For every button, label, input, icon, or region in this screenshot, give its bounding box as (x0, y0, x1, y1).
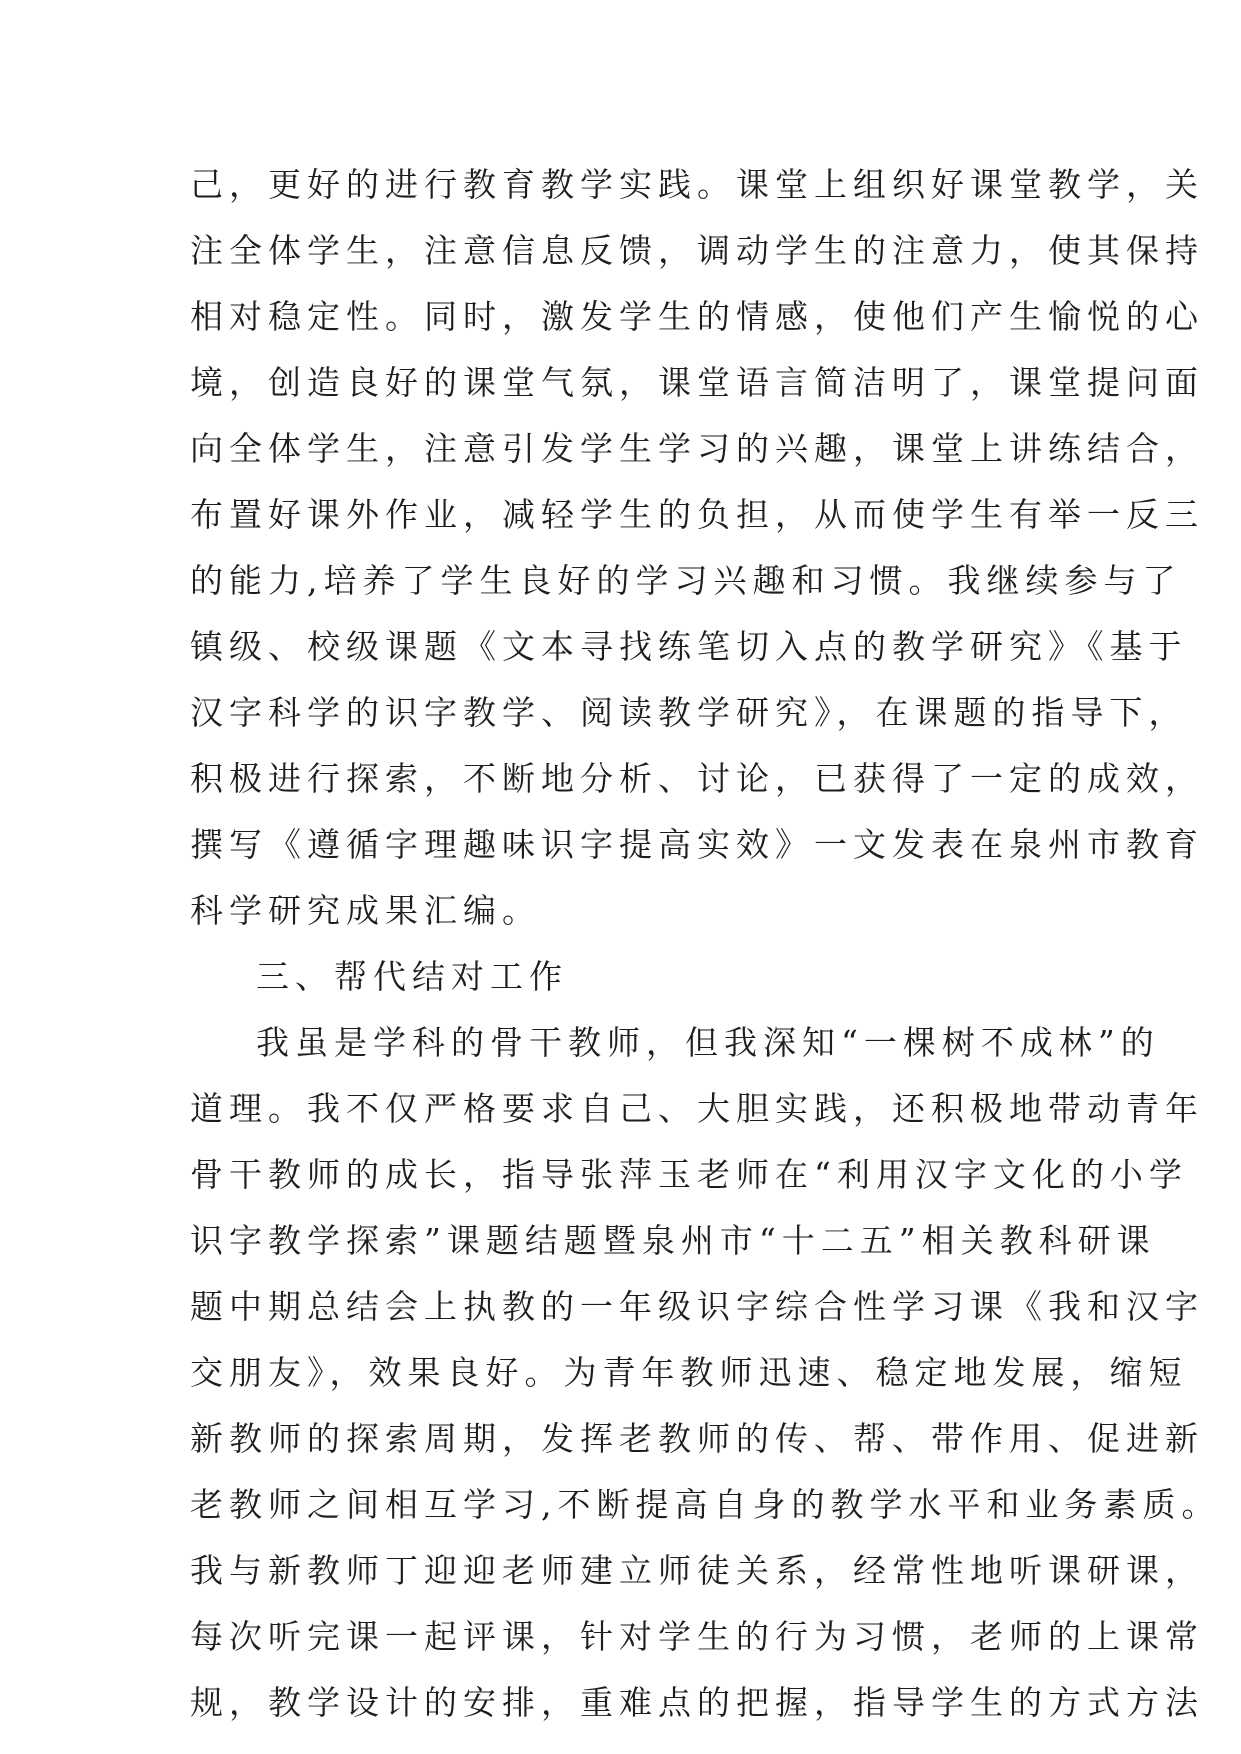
text-line: 识字教学探索”课题结题暨泉州市“十二五”相关教科研课 (190, 1221, 1156, 1260)
text-line: 科学研究成果汇编。 (190, 891, 541, 930)
text-line: 规，教学设计的安排，重难点的把握，指导学生的方式方法 (190, 1683, 1204, 1722)
text-line: 老教师之间相互学习,不断提高自身的教学水平和业务素质。 (190, 1485, 1221, 1524)
text-line: 交朋友》，效果良好。为青年教师迅速、稳定地发展，缩短 (190, 1353, 1188, 1392)
text-line: 布置好课外作业，减轻学生的负担，从而使学生有举一反三 (190, 495, 1204, 534)
text-line: 境，创造良好的课堂气氛，课堂语言简洁明了，课堂提问面 (190, 363, 1204, 402)
text-line: 骨干教师的成长，指导张萍玉老师在“利用汉字文化的小学 (190, 1155, 1188, 1194)
text-line: 镇级、校级课题《文本寻找练笔切入点的教学研究》《基于 (190, 627, 1188, 666)
text-line: 题中期总结会上执教的一年级识字综合性学习课《我和汉字 (190, 1287, 1204, 1326)
text-line: 撰写《遵循字理趣味识字提高实效》一文发表在泉州市教育 (190, 825, 1204, 864)
text-line: 注全体学生，注意信息反馈，调动学生的注意力，使其保持 (190, 231, 1204, 270)
text-line: 汉字科学的识字教学、阅读教学研究》，在课题的指导下， (190, 693, 1188, 732)
text-line: 我与新教师丁迎迎老师建立师徒关系，经常性地听课研课， (190, 1551, 1204, 1590)
paragraph-first-line: 我虽是学科的骨干教师，但我深知“一棵树不成林”的 (256, 1023, 1160, 1062)
text-line: 积极进行探索，不断地分析、讨论，已获得了一定的成效， (190, 759, 1204, 798)
text-line: 道理。我不仅严格要求自己、大胆实践，还积极地带动青年 (190, 1089, 1204, 1128)
section-heading: 三、帮代结对工作 (256, 957, 568, 996)
text-line: 的能力,培养了学生良好的学习兴趣和习惯。我继续参与了 (190, 561, 1182, 600)
text-line: 每次听完课一起评课，针对学生的行为习惯，老师的上课常 (190, 1617, 1204, 1656)
text-line: 相对稳定性。同时，激发学生的情感，使他们产生愉悦的心 (190, 297, 1204, 336)
text-line: 己，更好的进行教育教学实践。课堂上组织好课堂教学，关 (190, 165, 1204, 204)
text-line: 向全体学生，注意引发学生学习的兴趣，课堂上讲练结合， (190, 429, 1204, 468)
text-line: 新教师的探索周期，发挥老教师的传、帮、带作用、促进新 (190, 1419, 1204, 1458)
document-body (190, 152, 1221, 1736)
